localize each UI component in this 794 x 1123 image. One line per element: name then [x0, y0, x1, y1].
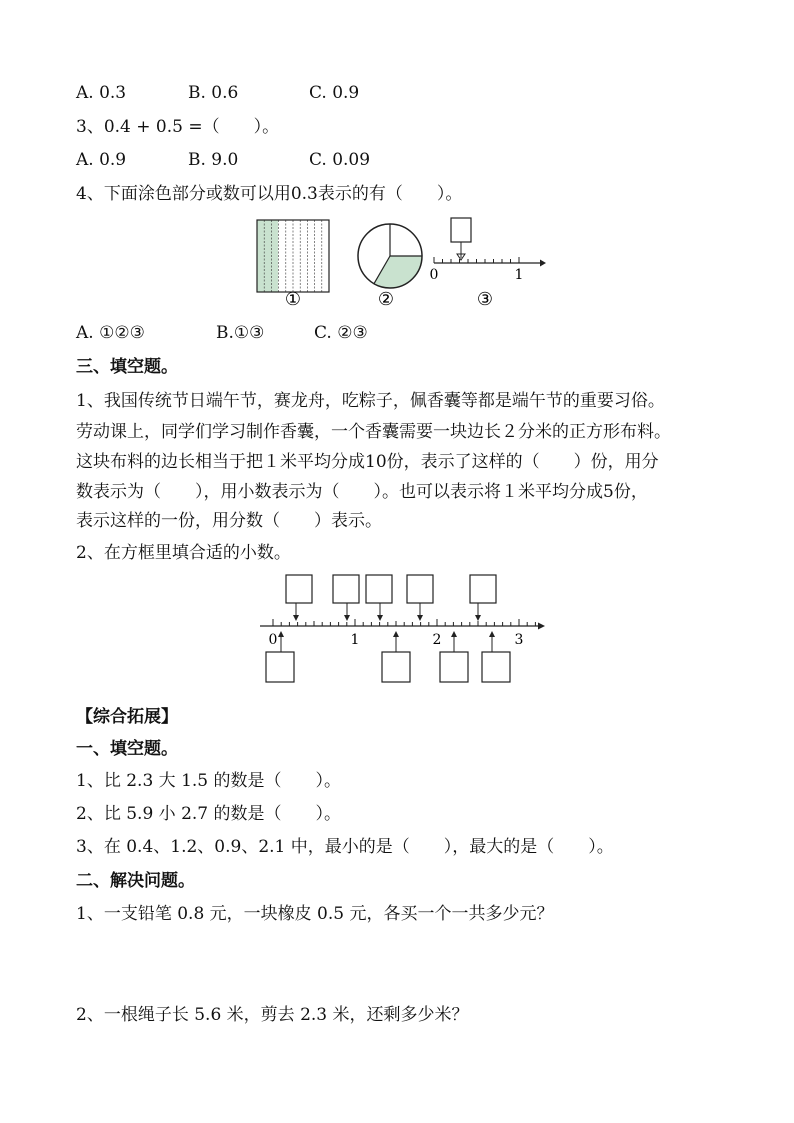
q4-stem: 4、下面涂色部分或数可以用0.3表示的有（ ）。	[76, 184, 463, 204]
tick-label-1: 1	[350, 632, 360, 648]
answer-box	[266, 652, 294, 682]
hundred-grid-figure	[257, 220, 329, 292]
tick-label-1: 1	[514, 267, 524, 283]
q3-option-b: B. 9.0	[188, 150, 239, 170]
q3-option-c: C. 0.09	[309, 150, 371, 170]
s3-q1-line5: 表示这样的一份，用分数（ ）表示。	[76, 511, 382, 531]
q4-options	[76, 322, 368, 344]
answer-box	[366, 575, 392, 603]
answer-box	[440, 652, 468, 682]
ext-fill-item-1: 1、比 2.3 大 1.5 的数是（ ）。	[76, 771, 342, 791]
ext-solve-item-2: 2、一根绳子长 5.6 米，剪去 2.3 米，还剩多少米？	[76, 1005, 469, 1025]
figure-label-1: ①	[284, 289, 302, 310]
ext-fill-item-3: 3、在 0.4、1.2、0.9、2.1 中，最小的是（ ），最大的是（ ）。	[76, 837, 614, 857]
extension-solve-heading: 二、解决问题。	[76, 871, 195, 891]
section3-heading: 三、填空题。	[76, 357, 178, 377]
answer-box	[286, 575, 312, 603]
tick-label-3: 3	[514, 632, 524, 648]
q4-option-c: C. ②③	[314, 323, 368, 343]
answer-box	[470, 575, 496, 603]
extension-fill-heading: 一、填空题。	[76, 739, 178, 759]
answer-box	[382, 652, 410, 682]
answer-box	[482, 652, 510, 682]
q2-option-b: B. 0.6	[188, 83, 239, 103]
q4-option-a: A. ①②③	[76, 323, 145, 343]
tick-label-0: 0	[429, 267, 439, 283]
q3-options	[76, 149, 370, 171]
answer-box	[451, 218, 471, 242]
s3-q1-line1: 1、我国传统节日端午节，赛龙舟，吃粽子，佩香囊等都是端午节的重要习俗。	[76, 391, 665, 411]
s3-q1-line4: 数表示为（ ），用小数表示为（ ）。也可以表示将１米平均分成5份，	[76, 482, 648, 502]
s3-q2-stem: 2、在方框里填合适的小数。	[76, 543, 291, 563]
circle-figure	[358, 224, 422, 288]
q4-option-b: B.①③	[216, 323, 265, 343]
q2-options	[76, 82, 359, 104]
q4-figures	[240, 212, 552, 312]
answer-box	[333, 575, 359, 603]
q2-option-c: C. 0.9	[309, 83, 360, 103]
s3-q1-line3: 这块布料的边长相当于把１米平均分成10份，表示了这样的（ ）份，用分	[76, 452, 659, 472]
ext-solve-item-1: 1、一支铅笔 0.8 元，一块橡皮 0.5 元，各买一个一共多少元？	[76, 904, 554, 924]
extension-title: 【综合拓展】	[76, 707, 178, 727]
tick-label-0: 0	[268, 632, 278, 648]
figure-label-2: ②	[377, 289, 395, 310]
ext-fill-item-2: 2、比 5.9 小 2.7 的数是（ ）。	[76, 804, 342, 824]
q3-option-a: A. 0.9	[76, 150, 127, 170]
q4-numberline-figure	[430, 218, 546, 283]
s3-numberline-figure	[242, 570, 552, 686]
q2-option-a: A. 0.3	[76, 83, 127, 103]
s3-q1-line2: 劳动课上，同学们学习制作香囊，一个香囊需要一块边长２分米的正方形布料。	[76, 422, 671, 442]
tick-label-2: 2	[432, 632, 442, 648]
q3-stem: 3、0.4 + 0.5 =（ ）。	[76, 117, 280, 137]
figure-label-3: ③	[476, 289, 494, 310]
answer-box	[407, 575, 433, 603]
